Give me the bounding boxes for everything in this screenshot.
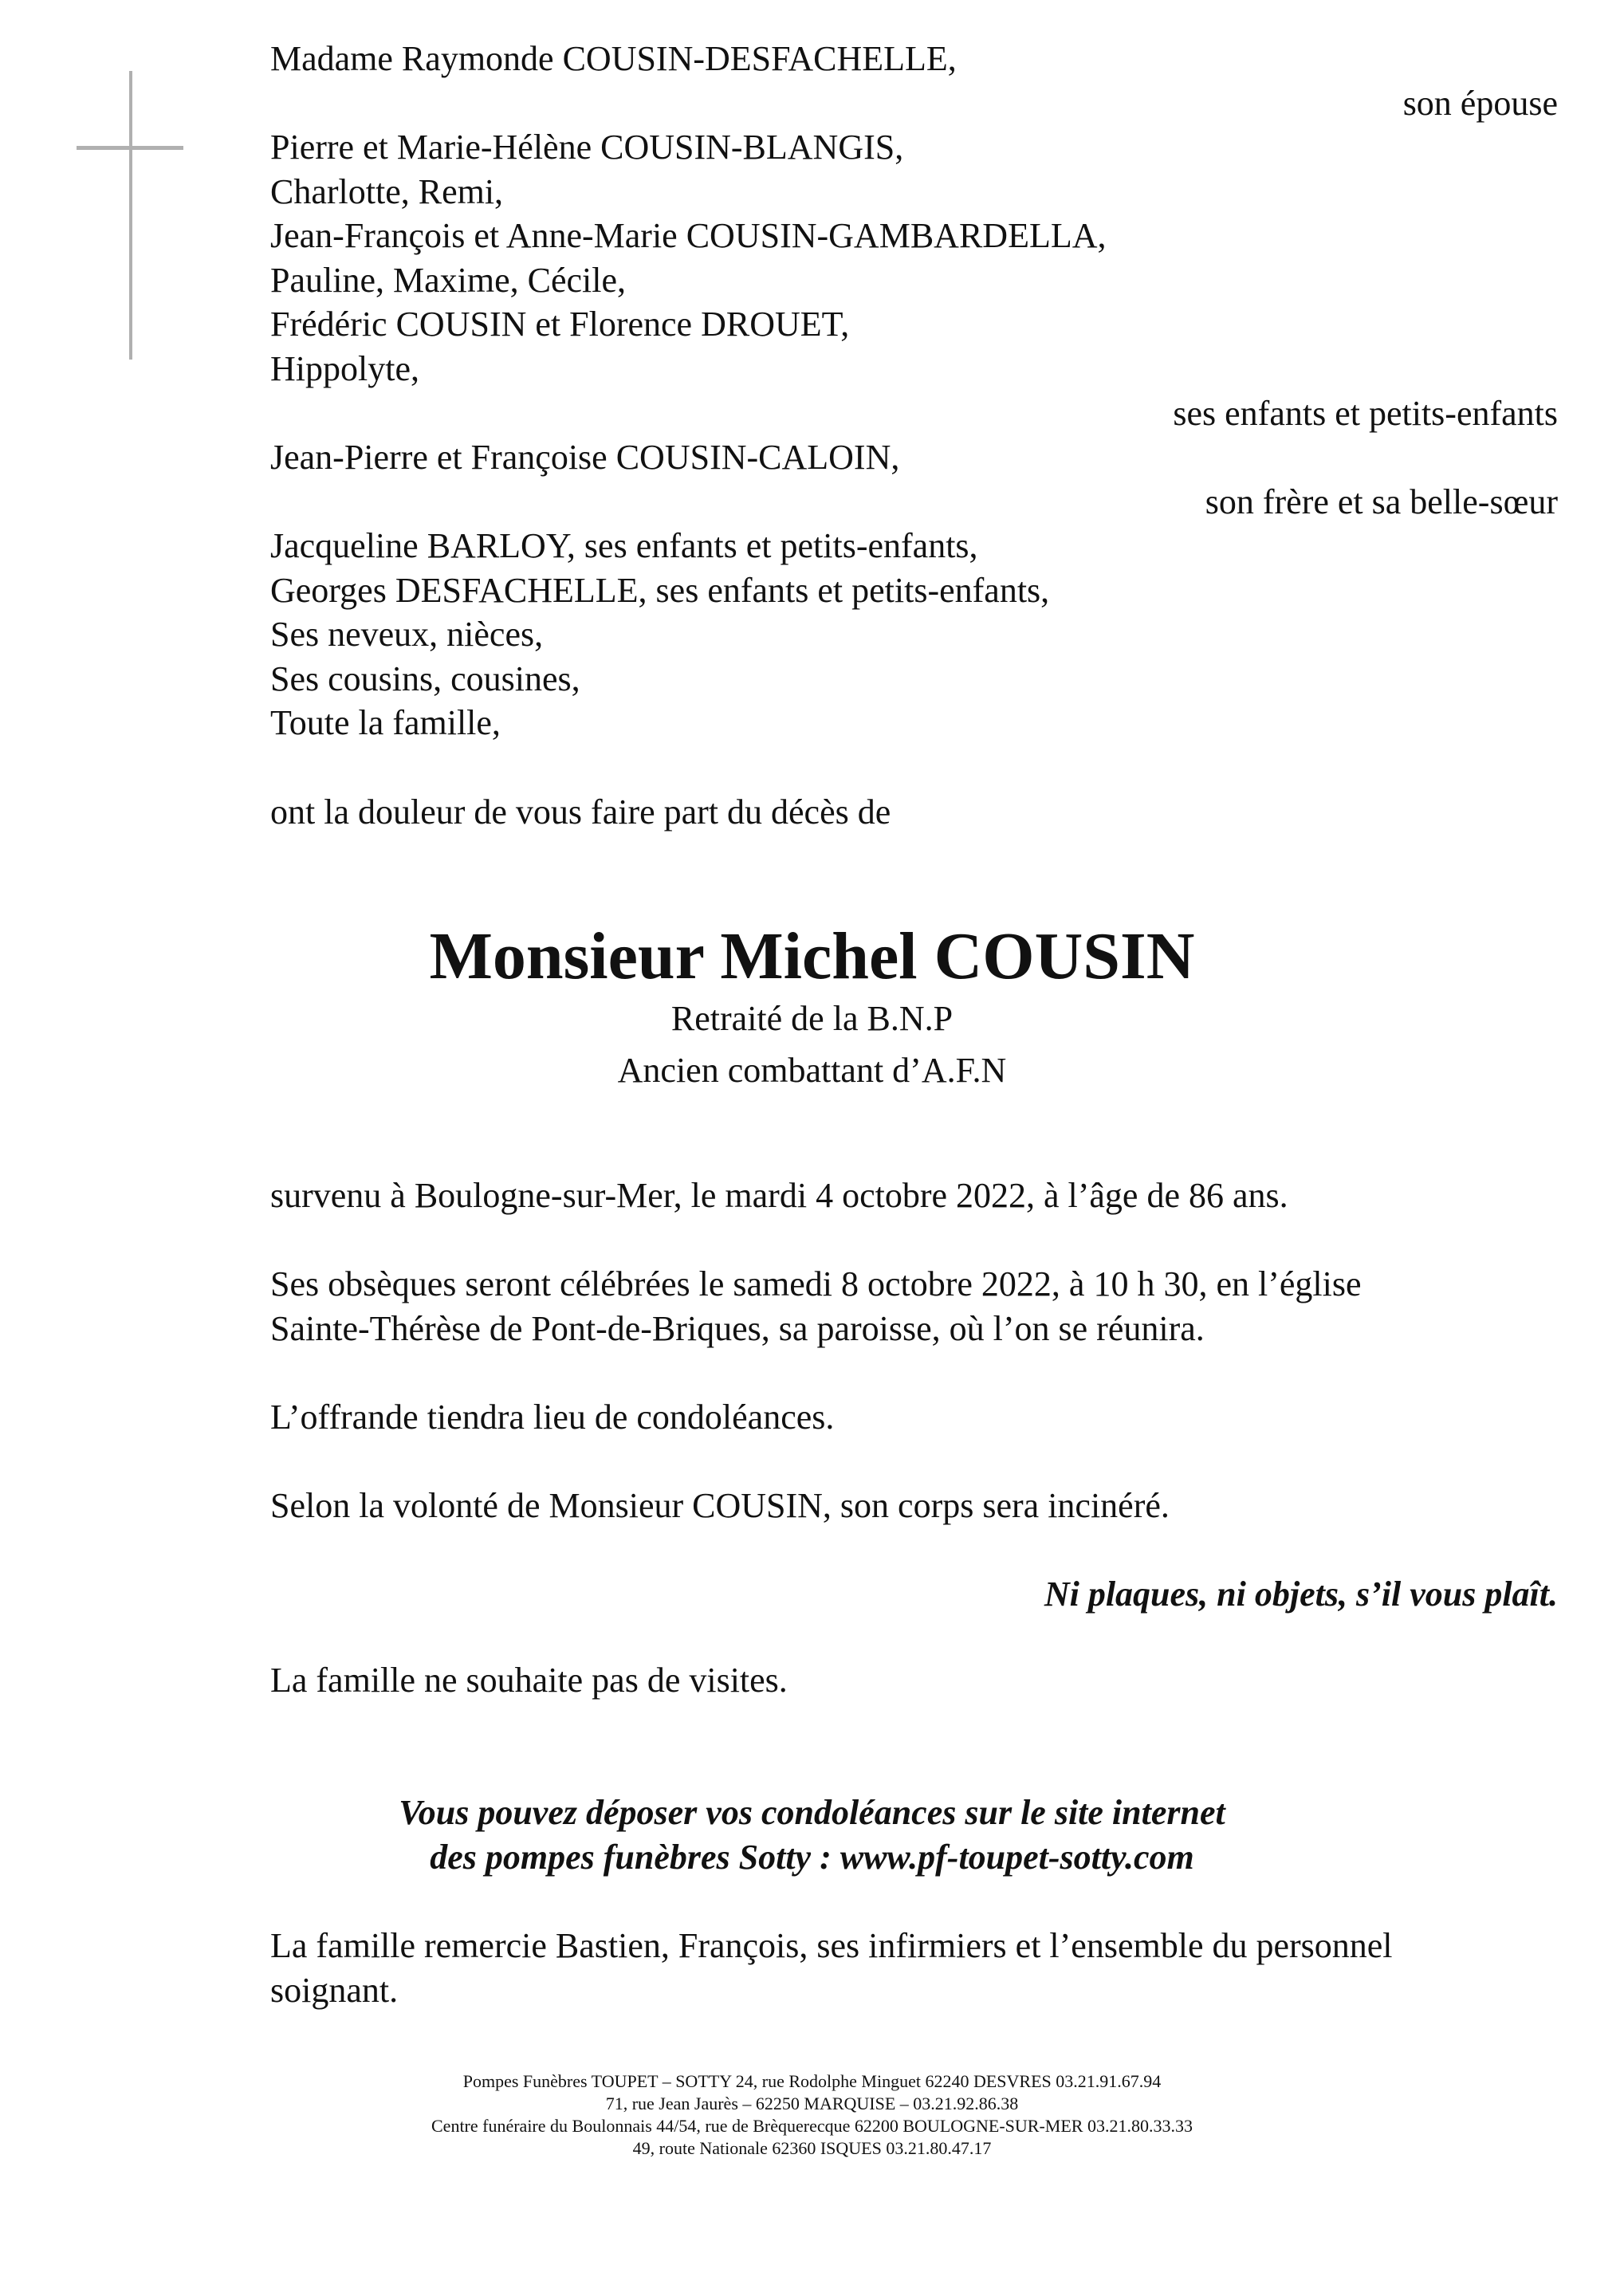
footer-line: 71, rue Jean Jaurès – 62250 MARQUISE – 03.21.92.86.38 [605,2094,1019,2113]
spouse-role: son épouse [1402,84,1558,123]
child-line: Jean-François et Anne-Marie COUSIN-GAMBARDELLA, [270,216,1107,255]
child-line: Charlotte, Remi, [270,172,504,211]
spouse-name: Madame Raymonde COUSIN-DESFACHELLE, [270,39,957,78]
announcement: ont la douleur de vous faire part du décès de [270,792,891,832]
death-details: survenu à Boulogne-sur-Mer, le mardi 4 octobre 2022, à l’âge de 86 ans. [270,1176,1288,1215]
sibling-role: son frère et sa belle-sœur [1205,482,1558,521]
deceased-title: Retraité de la B.N.P [670,999,954,1038]
deceased-title: Ancien combattant d’A.F.N [617,1051,1007,1090]
condolences-note: des pompes funèbres Sotty : www.pf-toupet-sotty.com [430,1838,1194,1877]
thanks-note: La famille remercie Bastien, François, ses infirmiers et l’ensemble du personnel [270,1926,1393,1965]
children-role: ses enfants et petits-enfants [1173,394,1558,433]
child-line: Pauline, Maxime, Cécile, [270,261,626,300]
condolences-note: Vous pouvez déposer vos condoléances sur le site internet [399,1793,1225,1832]
footer-line: Pompes Funèbres TOUPET – SOTTY 24, rue Rodolphe Minguet 62240 DESVRES 03.21.91.67.94 [462,2071,1162,2091]
cremation-note: Selon la volonté de Monsieur COUSIN, son corps sera incinéré. [270,1486,1170,1525]
relative-line: Ses cousins, cousines, [270,659,580,698]
cross-vertical [129,71,132,360]
child-line: Hippolyte, [270,349,419,388]
footer-line: Centre funéraire du Boulonnais 44/54, rue de Brèquerecque 62200 BOULOGNE-SUR-MER 03.21.80.33.33 [431,2116,1193,2136]
no-visits-note: La famille ne souhaite pas de visites. [270,1661,788,1700]
offering-note: L’offrande tiendra lieu de condoléances. [270,1398,835,1437]
no-plaques-note: Ni plaques, ni objets, s’il vous plaît. [1044,1575,1558,1614]
thanks-note: soignant. [270,1971,399,2010]
relative-line: Toute la famille, [270,703,501,742]
relative-line: Ses neveux, nièces, [270,615,544,654]
footer-line: 49, route Nationale 62360 ISQUES 03.21.80.47.17 [632,2138,992,2158]
cross-horizontal [77,146,183,150]
relative-line: Jacqueline BARLOY, ses enfants et petits-enfants, [270,526,978,565]
deceased-name: Monsieur Michel COUSIN [429,919,1195,993]
funeral-details: Ses obsèques seront célébrées le samedi 8 octobre 2022, à 10 h 30, en l’église [270,1264,1362,1303]
sibling-name: Jean-Pierre et Françoise COUSIN-CALOIN, [270,438,900,477]
child-line: Pierre et Marie-Hélène COUSIN-BLANGIS, [270,128,904,167]
relative-line: Georges DESFACHELLE, ses enfants et petits-enfants, [270,571,1050,610]
funeral-details: Sainte-Thérèse de Pont-de-Briques, sa paroisse, où l’on se réunira. [270,1309,1205,1348]
child-line: Frédéric COUSIN et Florence DROUET, [270,305,850,344]
